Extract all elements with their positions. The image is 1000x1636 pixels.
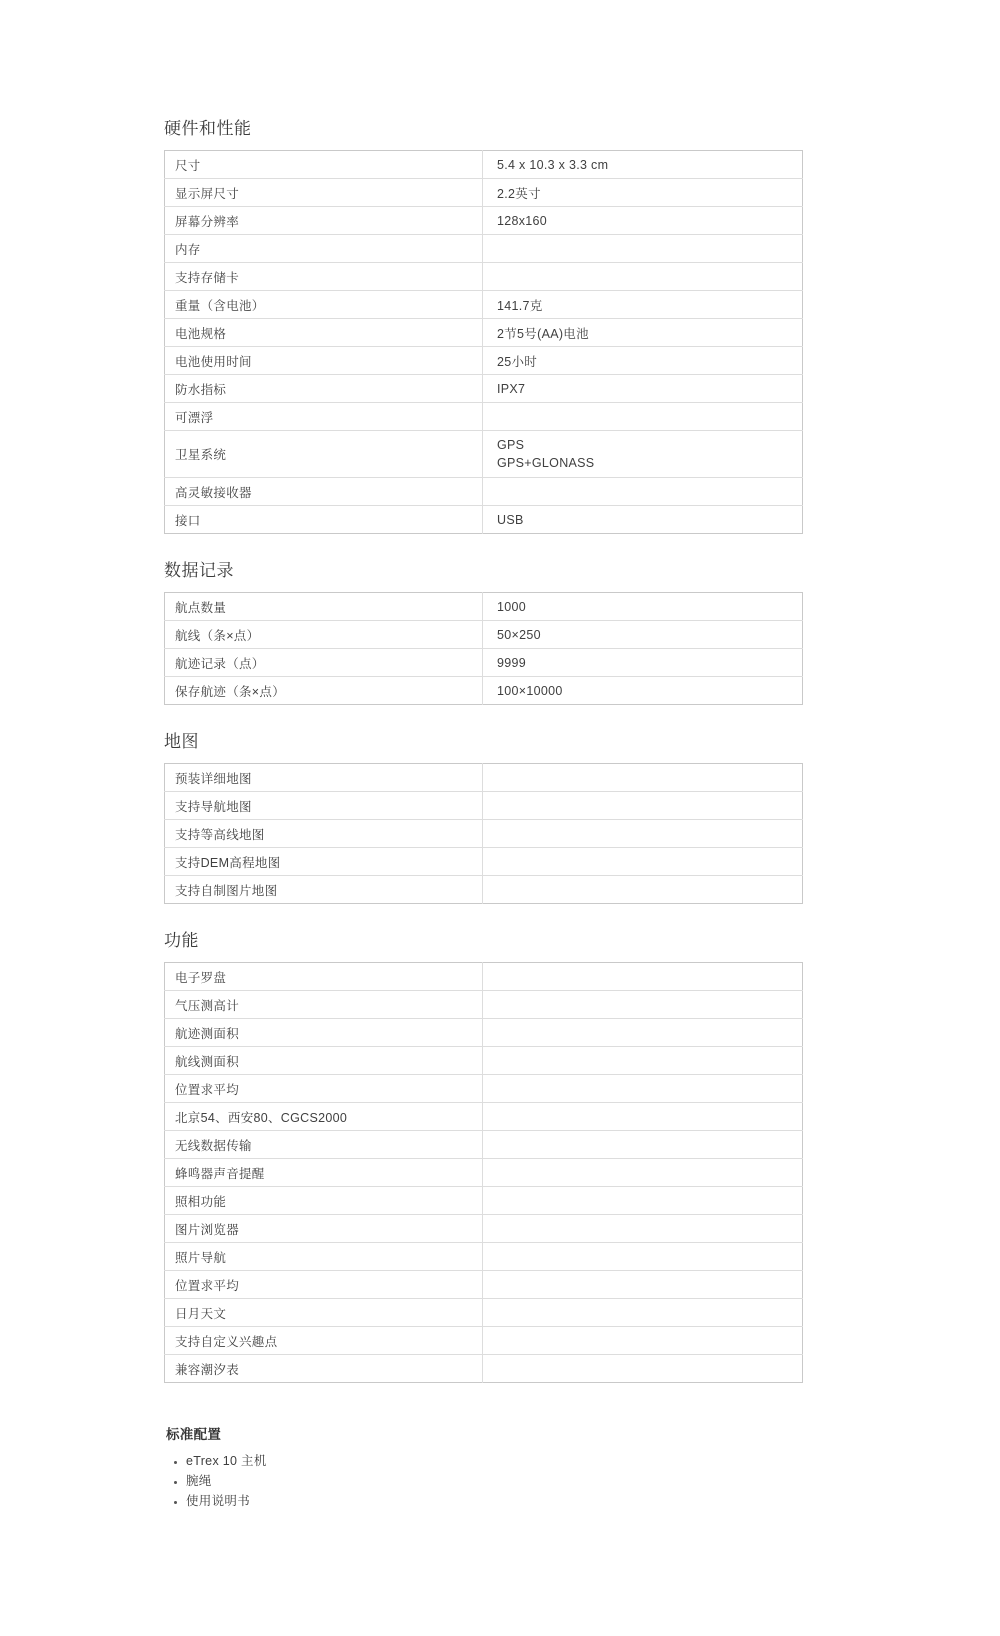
spec-label: 卫星系统 — [175, 448, 227, 462]
table-row — [165, 319, 803, 347]
spec-table — [164, 962, 803, 1383]
spec-value-cell — [483, 1103, 803, 1131]
spec-value-cell — [483, 347, 803, 375]
spec-label: 接口 — [175, 513, 201, 528]
standard-config-title: 标准配置 — [166, 1427, 222, 1442]
spec-label: 支持自制图片地图 — [175, 883, 278, 898]
spec-table — [164, 763, 803, 904]
spec-label: 无线数据传输 — [175, 1138, 252, 1153]
spec-label: 电池规格 — [175, 326, 227, 341]
spec-value-cell — [483, 1327, 803, 1355]
spec-label-cell — [165, 1047, 483, 1075]
spec-label-cell — [165, 876, 483, 904]
table-row — [165, 764, 803, 792]
spec-value-cell — [483, 1047, 803, 1075]
spec-label-cell — [165, 764, 483, 792]
table-row — [165, 375, 803, 403]
spec-section — [164, 731, 803, 904]
spec-label-cell — [165, 151, 483, 179]
table-row — [165, 235, 803, 263]
spec-value: 128x160 — [497, 213, 548, 228]
spec-label-cell — [165, 677, 483, 705]
spec-value-cell — [483, 403, 803, 431]
table-row — [165, 848, 803, 876]
standard-config-item: • 使用说明书 — [186, 1495, 803, 1508]
standard-config-section — [164, 1423, 803, 1508]
standard-config-list — [164, 1455, 803, 1508]
spec-label: 屏幕分辨率 — [175, 214, 240, 229]
spec-value-cell — [483, 848, 803, 876]
spec-table — [164, 592, 803, 705]
table-row — [165, 1047, 803, 1075]
table-row — [165, 1103, 803, 1131]
spec-value-cell — [483, 179, 803, 207]
spec-label: 航迹记录（点） — [175, 656, 265, 671]
table-row — [165, 1019, 803, 1047]
spec-label: 内存 — [175, 242, 201, 257]
spec-value-cell — [483, 1159, 803, 1187]
spec-label-cell — [165, 207, 483, 235]
spec-value-cell — [483, 235, 803, 263]
table-row — [165, 1215, 803, 1243]
table-row — [165, 1355, 803, 1383]
spec-value: GPS+GLONASS — [497, 456, 595, 470]
spec-value: 141.7克 — [497, 298, 543, 313]
spec-label: 可漂浮 — [175, 410, 214, 425]
spec-value: USB — [497, 512, 524, 527]
spec-label: 图片浏览器 — [175, 1222, 240, 1237]
table-row — [165, 963, 803, 991]
spec-label: 航线（条×点） — [175, 628, 260, 643]
table-row — [165, 1131, 803, 1159]
spec-label: 兼容潮汐表 — [175, 1362, 240, 1377]
section-title: 硬件和性能 — [164, 119, 252, 138]
spec-value: IPX7 — [497, 381, 526, 396]
spec-label: 显示屏尺寸 — [175, 186, 240, 201]
spec-label-cell — [165, 319, 483, 347]
spec-label: 电池使用时间 — [175, 354, 252, 369]
spec-value: 100×10000 — [497, 683, 563, 698]
spec-value: 1000 — [497, 599, 527, 614]
spec-label-cell — [165, 1299, 483, 1327]
spec-label: 重量（含电池） — [175, 298, 265, 313]
spec-value-cell — [483, 963, 803, 991]
table-row — [165, 649, 803, 677]
table-row — [165, 991, 803, 1019]
table-row — [165, 478, 803, 506]
spec-value-cell — [483, 1215, 803, 1243]
spec-value-cell — [483, 1243, 803, 1271]
spec-label-cell — [165, 1187, 483, 1215]
section-title: 地图 — [164, 732, 199, 751]
table-row — [165, 593, 803, 621]
spec-value-cell — [483, 677, 803, 705]
spec-value: 5.4 x 10.3 x 3.3 cm — [497, 157, 609, 172]
table-row — [165, 179, 803, 207]
spec-value-cell — [483, 151, 803, 179]
spec-label: 防水指标 — [175, 382, 227, 397]
spec-label-cell — [165, 621, 483, 649]
table-row — [165, 792, 803, 820]
spec-value-cell — [483, 1019, 803, 1047]
spec-label: 北京54、西安80、CGCS2000 — [175, 1110, 348, 1125]
spec-label-cell — [165, 593, 483, 621]
spec-label-cell — [165, 403, 483, 431]
spec-value-cell — [483, 649, 803, 677]
spec-value-cell — [483, 319, 803, 347]
spec-label: 高灵敏接收器 — [175, 485, 252, 500]
spec-value-cell — [483, 1131, 803, 1159]
spec-label-cell — [165, 478, 483, 506]
spec-value-cell — [483, 593, 803, 621]
spec-label: 蜂鸣器声音提醒 — [175, 1166, 265, 1181]
spec-sections — [164, 118, 803, 1383]
spec-value-cell — [483, 375, 803, 403]
spec-label: 支持存储卡 — [175, 270, 240, 285]
spec-value-cell — [483, 263, 803, 291]
table-row — [165, 820, 803, 848]
spec-value-cell — [483, 506, 803, 534]
spec-label: 气压测高计 — [175, 998, 240, 1013]
spec-value-cell — [483, 207, 803, 235]
spec-value-cell — [483, 1299, 803, 1327]
spec-label-cell — [165, 347, 483, 375]
spec-label: 航迹测面积 — [175, 1026, 240, 1041]
table-row — [165, 151, 803, 179]
table-row — [165, 876, 803, 904]
spec-label-cell — [165, 1327, 483, 1355]
spec-table — [164, 150, 803, 534]
spec-label-cell — [165, 649, 483, 677]
standard-config-item: • eTrex 10 主机 — [186, 1455, 803, 1468]
spec-label-cell — [165, 1075, 483, 1103]
table-row — [165, 403, 803, 431]
spec-label: 位置求平均 — [175, 1278, 240, 1293]
table-row — [165, 207, 803, 235]
spec-label-cell — [165, 1271, 483, 1299]
spec-value-cell — [483, 478, 803, 506]
spec-value: GPS — [497, 438, 525, 452]
spec-label-cell — [165, 1019, 483, 1047]
section-title: 数据记录 — [164, 561, 234, 580]
spec-value-cell — [483, 1271, 803, 1299]
table-row — [165, 1243, 803, 1271]
spec-label: 预装详细地图 — [175, 771, 252, 786]
spec-value-cell — [483, 792, 803, 820]
spec-value-cell — [483, 621, 803, 649]
spec-label: 支持等高线地图 — [175, 827, 265, 842]
spec-value-cell — [483, 876, 803, 904]
table-row — [165, 1075, 803, 1103]
standard-config-item: • 腕绳 — [186, 1475, 803, 1488]
spec-label-cell — [165, 506, 483, 534]
spec-value: 25小时 — [497, 354, 538, 369]
spec-label-cell — [165, 1103, 483, 1131]
spec-label-cell — [165, 1355, 483, 1383]
spec-value-cell — [483, 291, 803, 319]
table-row — [165, 677, 803, 705]
table-row — [165, 1187, 803, 1215]
spec-label-cell — [165, 1131, 483, 1159]
spec-label-cell — [165, 291, 483, 319]
spec-label-cell — [165, 991, 483, 1019]
spec-label-cell — [165, 820, 483, 848]
spec-label: 支持导航地图 — [175, 799, 252, 814]
spec-label: 电子罗盘 — [175, 970, 227, 985]
spec-value-cell — [483, 820, 803, 848]
section-title: 功能 — [164, 931, 199, 950]
spec-label-cell — [165, 235, 483, 263]
spec-value-cell — [483, 431, 803, 478]
spec-value: 2.2英寸 — [497, 186, 541, 201]
spec-label: 照片导航 — [175, 1250, 227, 1265]
spec-label-cell — [165, 792, 483, 820]
spec-label: 照相功能 — [175, 1194, 227, 1209]
spec-label-cell — [165, 1215, 483, 1243]
spec-label-cell — [165, 375, 483, 403]
table-row — [165, 1159, 803, 1187]
spec-label: 日月天文 — [175, 1306, 227, 1321]
spec-section — [164, 930, 803, 1383]
spec-section — [164, 118, 803, 534]
table-row — [165, 1271, 803, 1299]
spec-value-cell — [483, 991, 803, 1019]
spec-label-cell — [165, 179, 483, 207]
spec-label: 尺寸 — [175, 158, 201, 173]
spec-value: 50×250 — [497, 627, 541, 642]
spec-label-cell — [165, 963, 483, 991]
spec-label-cell — [165, 263, 483, 291]
spec-section — [164, 560, 803, 705]
spec-label-cell — [165, 1243, 483, 1271]
spec-value: 9999 — [497, 655, 527, 670]
spec-label: 保存航迹（条×点） — [175, 684, 286, 699]
spec-value-cell — [483, 1075, 803, 1103]
table-row — [165, 1327, 803, 1355]
spec-label: 航线测面积 — [175, 1054, 240, 1069]
spec-label: 支持DEM高程地图 — [175, 855, 281, 870]
spec-value: 2节5号(AA)电池 — [497, 326, 589, 341]
spec-value-cell — [483, 1187, 803, 1215]
spec-label-cell — [165, 1159, 483, 1187]
table-row — [165, 621, 803, 649]
spec-label-cell — [165, 848, 483, 876]
spec-label: 位置求平均 — [175, 1082, 240, 1097]
spec-label-cell — [165, 431, 483, 478]
spec-label: 航点数量 — [175, 600, 227, 615]
spec-value-cell — [483, 764, 803, 792]
spec-value-cell — [483, 1355, 803, 1383]
table-row — [165, 291, 803, 319]
table-row — [165, 506, 803, 534]
table-row — [165, 431, 803, 478]
table-row — [165, 347, 803, 375]
table-row — [165, 1299, 803, 1327]
spec-label: 支持自定义兴趣点 — [175, 1334, 278, 1349]
table-row — [165, 263, 803, 291]
